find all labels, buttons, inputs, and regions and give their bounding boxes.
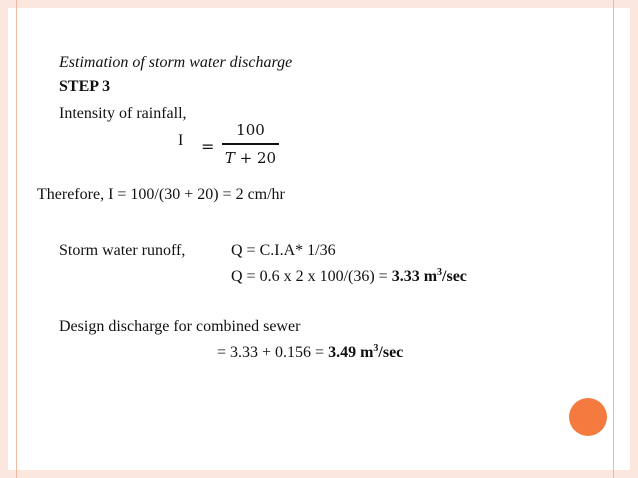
design-result-unit: /sec xyxy=(378,344,404,361)
runoff-result-value: 3.33 m xyxy=(391,268,438,285)
slide-title: Estimation of storm water discharge xyxy=(59,54,293,71)
runoff-calculation xyxy=(231,267,467,287)
runoff-result-unit: /sec xyxy=(442,268,467,285)
formula-equals: = xyxy=(201,137,215,156)
design-label: Design discharge for combined sewer xyxy=(59,318,301,335)
decorative-circle xyxy=(569,398,607,436)
design-calculation xyxy=(217,343,403,363)
therefore-line: Therefore, I = 100/(30 + 20) = 2 cm/hr xyxy=(37,186,285,203)
runoff-result-exponent: 3 xyxy=(437,267,443,278)
formula-numerator: 100 xyxy=(236,121,265,139)
runoff-label: Storm water runoff, xyxy=(59,242,186,259)
design-result-exponent: 3 xyxy=(373,343,379,354)
formula-denominator xyxy=(222,148,279,168)
intensity-label: Intensity of rainfall, xyxy=(59,105,187,122)
design-result-value: 3.49 m xyxy=(328,344,374,361)
denominator-rest: + 20 xyxy=(234,149,277,167)
runoff-formula: Q = C.I.A* 1/36 xyxy=(231,242,336,259)
runoff-result xyxy=(392,268,467,285)
runoff-calc-text: Q = 0.6 x 2 x 100/(36) = xyxy=(231,268,392,285)
formula-lhs: I xyxy=(178,132,184,149)
fraction-bar xyxy=(222,143,279,145)
denominator-variable: T xyxy=(224,149,235,167)
border-line-right xyxy=(613,0,614,478)
border-line-left xyxy=(16,0,17,478)
step-heading: STEP 3 xyxy=(59,78,111,95)
formula-fraction xyxy=(222,120,279,172)
design-calc-text: = 3.33 + 0.156 = xyxy=(217,344,329,361)
design-result xyxy=(328,344,403,361)
